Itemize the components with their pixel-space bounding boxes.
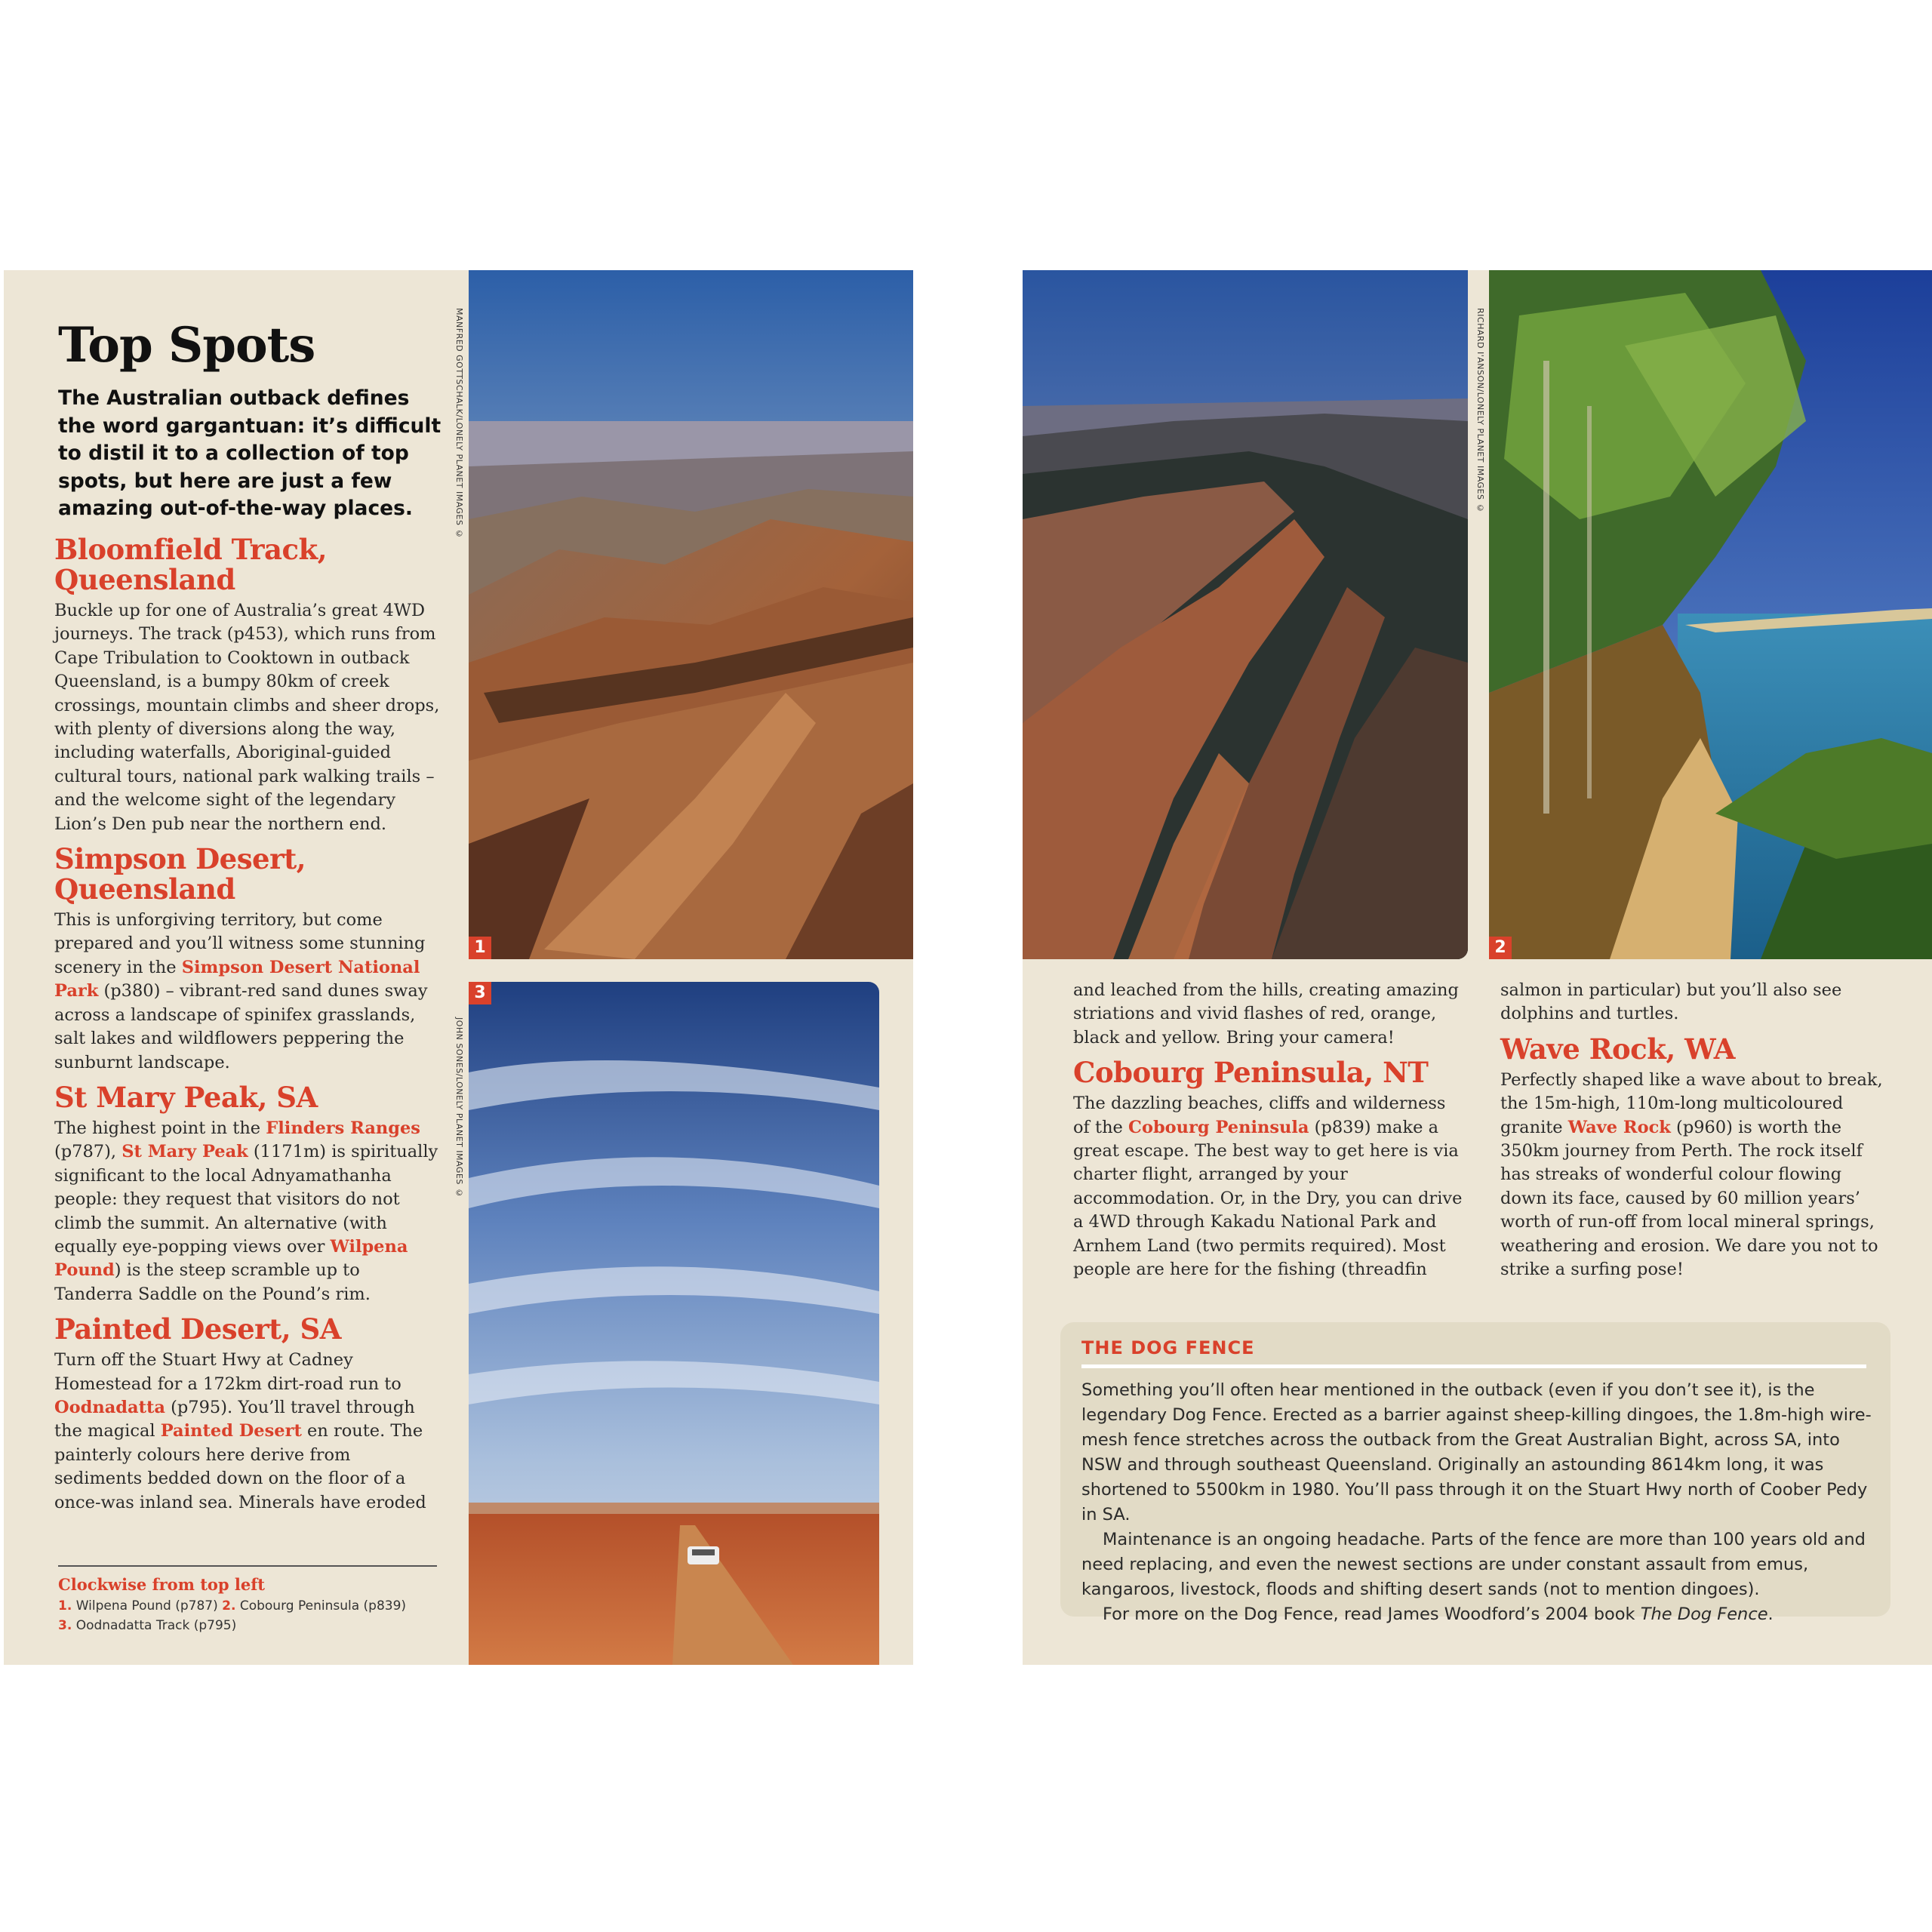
text: For more on the Dog Fence, read James Woodford’s 2004 book <box>1103 1604 1641 1624</box>
photo-number-2: 2 <box>1489 937 1512 959</box>
highlight-waverock: Wave Rock <box>1567 1117 1671 1137</box>
dog-fence-paragraph-3 <box>1081 1602 1874 1627</box>
right-text-column-2 <box>1500 979 1893 1281</box>
text: This is unforgiving territory, but come prepared and you’ll witness some stunning scenery in the <box>54 910 426 977</box>
body-cobourg <box>1073 1092 1466 1281</box>
heading-bloomfield-line1: Bloomfield Track, <box>54 533 328 566</box>
highlight-simpson-park: Simpson Desert National Park <box>54 957 420 1001</box>
highlight-cobourg: Cobourg Peninsula <box>1128 1117 1309 1137</box>
photo-number-1: 1 <box>469 937 491 959</box>
text: . <box>1767 1604 1774 1624</box>
page-title: Top Spots <box>58 317 315 374</box>
right-text-column-1 <box>1073 979 1466 1281</box>
photo-credit-2: RICHARD I'ANSON/LONELY PLANET IMAGES © <box>1475 308 1485 513</box>
text: (p960) is worth the 350km journey from Perth. The rock itself has streaks of wonderful colour flowing down its face, caused by 60 million years’ worth of run-off from local mineral springs, weathering and erosion. We dare you not to strike a surfing pose! <box>1500 1117 1878 1280</box>
dog-fence-rule <box>1081 1364 1866 1368</box>
caption-number: 2. <box>222 1598 236 1614</box>
body-simpson <box>54 909 443 1075</box>
dog-fence-heading: THE DOG FENCE <box>1081 1337 1255 1358</box>
photo-credit-1: MANFRED GOTTSCHALK/LONELY PLANET IMAGES © <box>454 308 464 539</box>
gorge-aerial-image <box>1023 270 1468 959</box>
text: ) is the steep scramble up to Tanderra Saddle on the Pound’s rim. <box>54 1260 371 1304</box>
text: (p795). You’ll travel through the magical <box>54 1397 415 1441</box>
text: (p380) – vibrant-red sand dunes sway across a landscape of spinifex grasslands, salt lakes and wildflowers peppering the sunburnt landscape. <box>54 981 428 1072</box>
dog-fence-box <box>1060 1322 1890 1624</box>
wilpena-aerial-image <box>469 270 913 959</box>
heading-simpson-line1: Simpson Desert, <box>54 842 306 876</box>
text: en route. The painterly colours here derive from sediments bedded down on the floor of a once-was inland sea. Minerals have eroded <box>54 1421 426 1512</box>
caption-number: 1. <box>58 1598 72 1614</box>
text: The dazzling beaches, cliffs and wilderness of the <box>1073 1094 1446 1137</box>
photo-number-3: 3 <box>469 982 491 1004</box>
heading-stmary: St Mary Peak, SA <box>54 1080 318 1114</box>
body-cobourg-continued: salmon in particular) but you’ll also see dolphins and turtles. <box>1500 980 1842 1024</box>
text: (p839) make a great escape. The best way to get here is via charter flight, arranged by your accommodation. Or, in the Dry, you can drive a 4WD through Kakadu National Park and Arnhem Land (two permits required). Most people are here for the fishing (threadfin <box>1073 1117 1463 1280</box>
heading-waverock: Wave Rock, WA <box>1500 1032 1735 1066</box>
intro-text: The Australian outback defines the word gargantuan: it’s difficult to distil it to a collection of top spots, but here are just a few amazing out-of-the-way places. <box>58 386 441 520</box>
heading-bloomfield <box>54 534 443 595</box>
caption-line-1 <box>58 1596 443 1616</box>
photo-oodnadatta-track <box>469 982 879 1665</box>
highlight-flinders: Flinders Ranges <box>266 1118 420 1138</box>
left-page <box>4 270 913 1665</box>
body-painted-continued: and leached from the hills, creating amazing striations and vivid flashes of red, orange, black and yellow. Bring your camera! <box>1073 980 1459 1048</box>
heading-simpson-line2: Queensland <box>54 872 235 906</box>
body-waverock <box>1500 1069 1893 1282</box>
dog-fence-paragraph-2: Maintenance is an ongoing headache. Parts of the fence are more than 100 years old and need replacing, and even the newest sections are under constant assault from emus, kangaroos, livestock, floods and shifting desert sands (not to mention dingoes). <box>1081 1530 1866 1599</box>
highlight-oodnadatta: Oodnadatta <box>54 1397 165 1417</box>
dog-fence-paragraph-1: Something you’ll often hear mentioned in the outback (even if you don’t see it), is the legendary Dog Fence. Erected as a barrier against sheep-killing dingoes, the 1.8m-high wire-mesh fence stretches across the outback from the Great Australian Bight, across SA, into NSW and through southeast Queensland. Originally an astounding 8614km long, it was shortened to 5500km in 1980. You’ll pass through it on the Stuart Hwy north of Coober Pedy in SA. <box>1081 1380 1872 1524</box>
dog-fence-body <box>1081 1378 1874 1627</box>
cobourg-coast-image <box>1489 270 1932 959</box>
text: The highest point in the <box>54 1118 266 1138</box>
caption-item: Cobourg Peninsula (p839) <box>239 1598 407 1614</box>
body-stmary <box>54 1117 443 1306</box>
caption-divider <box>58 1565 437 1567</box>
text: (p787), <box>54 1142 122 1162</box>
photo-wilpena-pound <box>469 270 913 959</box>
book-title: The Dog Fence <box>1640 1604 1768 1624</box>
text: (1171m) is spiritually significant to the local Adnyamathanha people: they request that visitors do not climb the summit. An alternative (with equally eye-popping views over <box>54 1142 438 1257</box>
heading-simpson <box>54 844 443 904</box>
text: Turn off the Stuart Hwy at Cadney Homestead for a 172km dirt-road run to <box>54 1350 401 1394</box>
caption-item: Oodnadatta Track (p795) <box>75 1618 237 1633</box>
heading-painted: Painted Desert, SA <box>54 1312 341 1346</box>
oodnadatta-road-image <box>469 982 879 1665</box>
photo-wilpena-gorge <box>1023 270 1468 959</box>
heading-bloomfield-line2: Queensland <box>54 563 235 596</box>
caption-heading: Clockwise from top left <box>58 1575 265 1594</box>
caption-line-2 <box>58 1616 443 1635</box>
caption-item: Wilpena Pound (p787) <box>75 1598 218 1614</box>
photo-caption <box>58 1574 443 1635</box>
photo-credit-3: JOHN SONES/LONELY PLANET IMAGES © <box>454 1017 464 1198</box>
text: Perfectly shaped like a wave about to break, the 15m-high, 110m-long multicoloured granite <box>1500 1069 1883 1137</box>
heading-cobourg: Cobourg Peninsula, NT <box>1073 1056 1429 1090</box>
highlight-stmary: St Mary Peak <box>122 1142 248 1162</box>
left-text-column <box>54 534 443 1515</box>
photo-cobourg-peninsula <box>1489 270 1932 959</box>
body-painted <box>54 1349 443 1515</box>
caption-number: 3. <box>58 1618 72 1633</box>
highlight-wilpena: Wilpena Pound <box>54 1236 408 1281</box>
body-bloomfield: Buckle up for one of Australia’s great 4WD journeys. The track (p453), which runs from Cape Tribulation to Cooktown in outback Queensland, is a bumpy 80km of creek crossings, mountain climbs and sheer drops, with plenty of diversions along the way, including waterfalls, Aboriginal-guided cultural tours, national park walking trails – and the welcome sight of the legendary Lion’s Den pub near the northern end. <box>54 601 440 834</box>
highlight-painted-desert: Painted Desert <box>160 1421 302 1441</box>
